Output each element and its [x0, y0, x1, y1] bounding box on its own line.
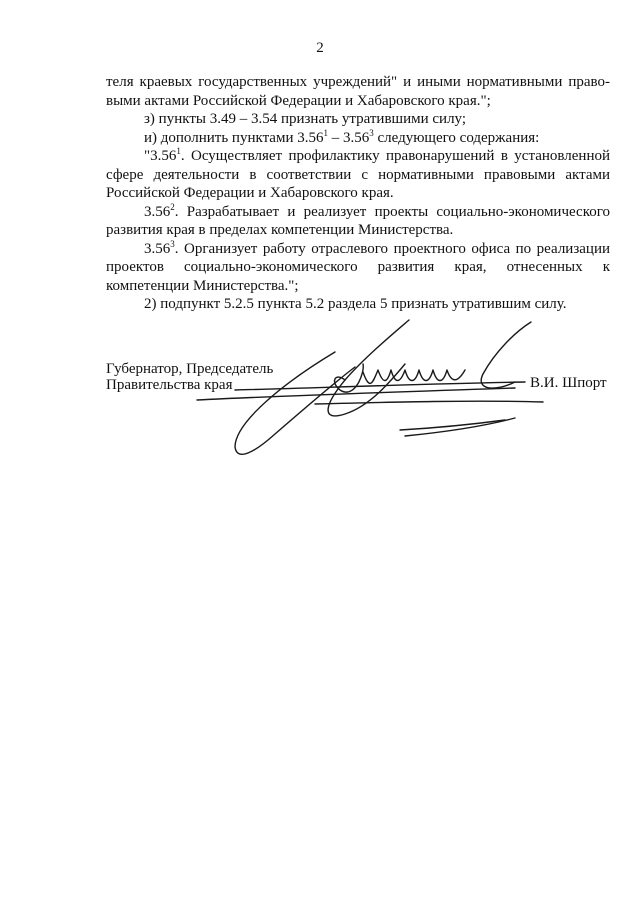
- item-z: з) пункты 3.49 – 3.54 признать утратившими силу;: [144, 111, 467, 127]
- point-3-56-2: 3.56$^2$. Разрабатывает и реализует проекты социально-экономического развития края в пределах компетенции Министерства.: [106, 201, 610, 238]
- item-i: и) дополнить пунктами 3.56$^1$ – 3.56$^3$ следующего содержания:: [144, 127, 540, 146]
- item-2: 2) подпункт 5.2.5 пункта 5.2 раздела 5 признать утратившим силу.: [144, 296, 567, 312]
- point-3-56-3: 3.56$^3$. Организует работу отраслевого проектного офиса по реализации проектов социально-экономического развития края, отнесенных к компетенции Министерства.";: [106, 238, 610, 294]
- point-3-56-1: "3.56$^1$. Осуществляет профилактику правонарушений в установленной сфере деятельности в соответствии с нормативными правовыми актами Российской Федерации и Хабаровского края.: [106, 146, 610, 201]
- page-number: 2: [316, 40, 324, 56]
- signatory-title-line-1: Губернатор, Председатель: [106, 361, 274, 377]
- signatory-name: В.И. Шпорт: [530, 375, 607, 391]
- paragraph-continuation-line-1: теля краевых государственных учреждений" и иными нормативными право-: [106, 74, 610, 90]
- paragraph-continuation-line-2: выми актами Российской Федерации и Хабаровского края.";: [106, 92, 491, 109]
- signatory-title-line-2: Правительства края: [106, 377, 233, 393]
- document-body: [106, 73, 610, 314]
